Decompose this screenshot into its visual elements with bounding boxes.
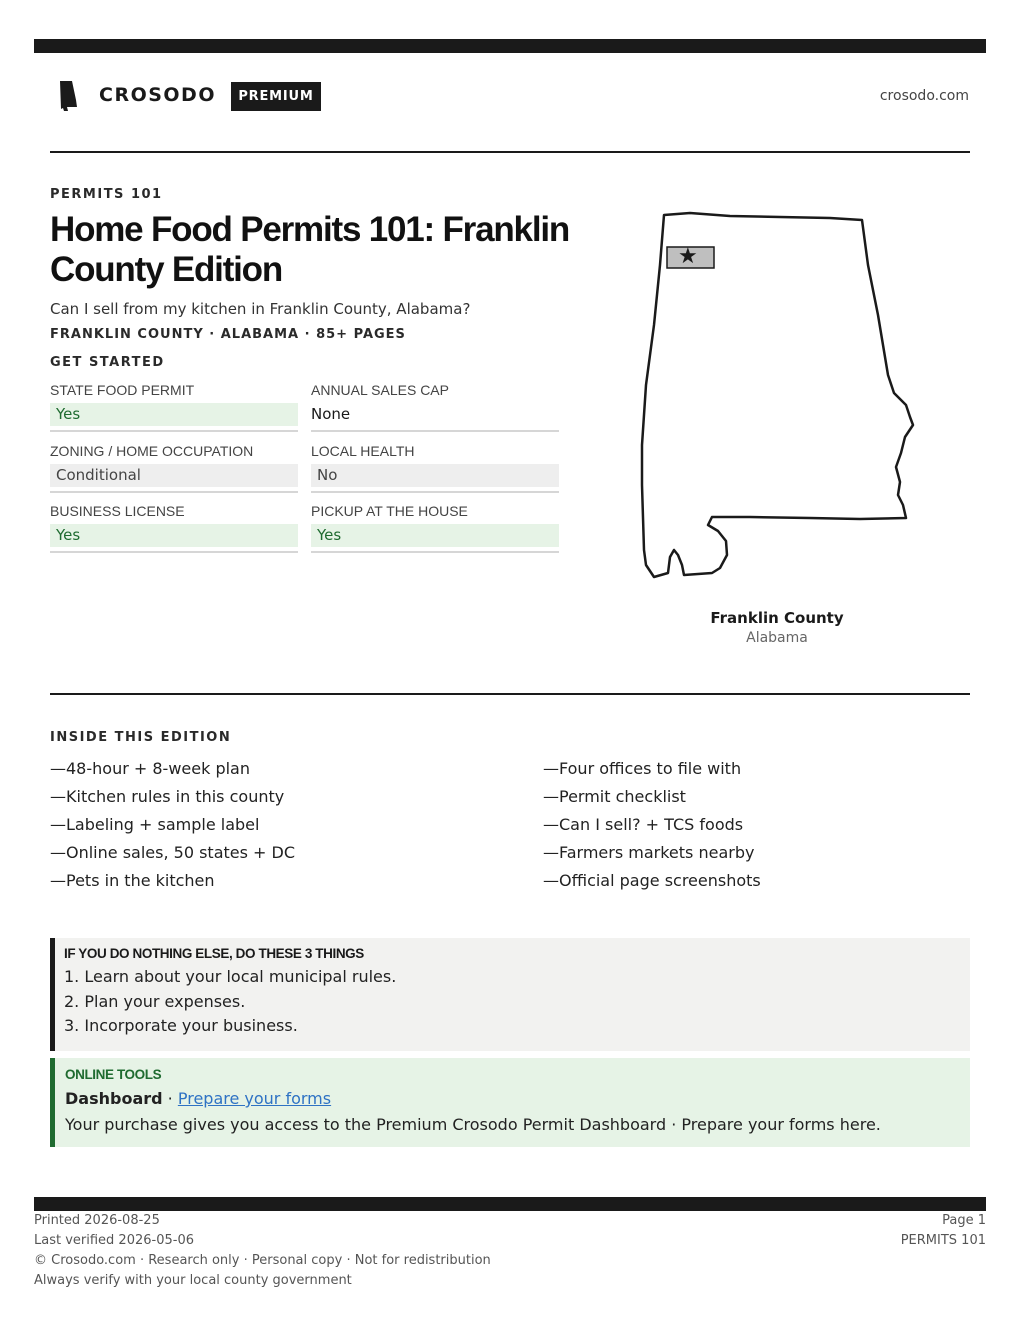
toc-heading: INSIDE THIS EDITION xyxy=(50,730,232,745)
toc-item: —Permit checklist xyxy=(543,787,686,806)
fact-value: Yes xyxy=(50,524,298,547)
fact-value: No xyxy=(311,464,559,487)
fact-value: None xyxy=(311,405,351,423)
get-started-heading: GET STARTED xyxy=(50,355,165,370)
toc-item: —48-hour + 8-week plan xyxy=(50,759,250,778)
header-rule xyxy=(50,151,970,153)
tools-dashboard-line xyxy=(65,1086,970,1112)
online-tools-callout xyxy=(50,1058,970,1147)
fact-divider xyxy=(50,491,298,493)
page-title-line-2: County Edition xyxy=(50,250,283,289)
fact-value: Yes xyxy=(50,403,298,426)
copyright: © Crosodo.com · Research only · Personal copy · Not for redistribution xyxy=(34,1253,491,1268)
footer-bar xyxy=(34,1197,986,1211)
toc-item: —Pets in the kitchen xyxy=(50,871,215,890)
state-map xyxy=(630,205,930,590)
prepare-forms-link[interactable]: Prepare your forms xyxy=(177,1089,332,1108)
fact-divider xyxy=(311,491,559,493)
map-state-label: Alabama xyxy=(746,630,808,646)
tools-heading: ONLINE TOOLS xyxy=(65,1067,162,1082)
fact-label: PICKUP AT THE HOUSE xyxy=(311,503,468,519)
fact-divider xyxy=(311,551,559,553)
toc-item: —Can I sell? + TCS foods xyxy=(543,815,744,834)
mid-rule xyxy=(50,693,970,695)
callout-item: 2. Plan your expenses. xyxy=(64,991,246,1011)
verify-note: Always verify with your local county government xyxy=(34,1273,352,1288)
fact-divider xyxy=(50,551,298,553)
fact-label: STATE FOOD PERMIT xyxy=(50,382,195,398)
fact-label: ZONING / HOME OCCUPATION xyxy=(50,443,254,459)
printed-date: Printed 2026-08-25 xyxy=(34,1213,160,1228)
toc-right xyxy=(543,755,970,895)
tools-description: Your purchase gives you access to the Premium Crosodo Permit Dashboard · Prepare your forms here. xyxy=(65,1115,881,1134)
footer-left xyxy=(34,1211,491,1291)
page-subtitle: Can I sell from my kitchen in Franklin County, Alabama? xyxy=(50,300,471,318)
top-bar xyxy=(34,39,986,53)
toc-item: —Kitchen rules in this county xyxy=(50,787,285,806)
fact-divider xyxy=(50,430,298,432)
three-things-callout xyxy=(50,938,970,1051)
alabama-logo-icon xyxy=(58,80,80,114)
page-title-line-1: Home Food Permits 101: Franklin xyxy=(50,210,570,249)
callout-heading: IF YOU DO NOTHING ELSE, DO THESE 3 THINGS xyxy=(64,946,364,961)
page-title xyxy=(50,210,610,290)
separator: · xyxy=(162,1089,178,1108)
fact-divider xyxy=(311,430,559,432)
page-number: Page 1 xyxy=(942,1213,986,1228)
section-kicker: PERMITS 101 xyxy=(50,187,163,202)
callout-item: 1. Learn about your local municipal rules. xyxy=(64,967,397,986)
fact-label: BUSINESS LICENSE xyxy=(50,503,185,519)
toc-item: —Four offices to file with xyxy=(543,759,742,778)
fact-value: Conditional xyxy=(50,464,298,487)
map-county-label: Franklin County xyxy=(710,609,844,627)
footer-right xyxy=(901,1211,986,1251)
site-url[interactable]: crosodo.com xyxy=(879,88,969,104)
page-meta: FRANKLIN COUNTY · ALABAMA · 85+ PAGES xyxy=(50,327,406,342)
fact-label: ANNUAL SALES CAP xyxy=(311,382,449,398)
callout-item: 3. Incorporate your business. xyxy=(64,1016,298,1035)
star-icon: ★ xyxy=(678,244,698,269)
fact-label: LOCAL HEALTH xyxy=(311,443,415,459)
premium-badge: PREMIUM xyxy=(231,82,321,111)
fact-value: Yes xyxy=(311,524,559,547)
toc-left xyxy=(50,755,510,895)
toc-item: —Online sales, 50 states + DC xyxy=(50,843,296,862)
toc-item: —Official page screenshots xyxy=(543,871,761,890)
dashboard-label: Dashboard xyxy=(65,1089,163,1108)
verified-date: Last verified 2026-05-06 xyxy=(34,1233,194,1248)
footer-section: PERMITS 101 xyxy=(900,1233,986,1248)
toc-item: —Farmers markets nearby xyxy=(543,843,755,862)
toc-item: —Labeling + sample label xyxy=(50,815,260,834)
brand-name[interactable]: CROSODO xyxy=(99,84,216,106)
